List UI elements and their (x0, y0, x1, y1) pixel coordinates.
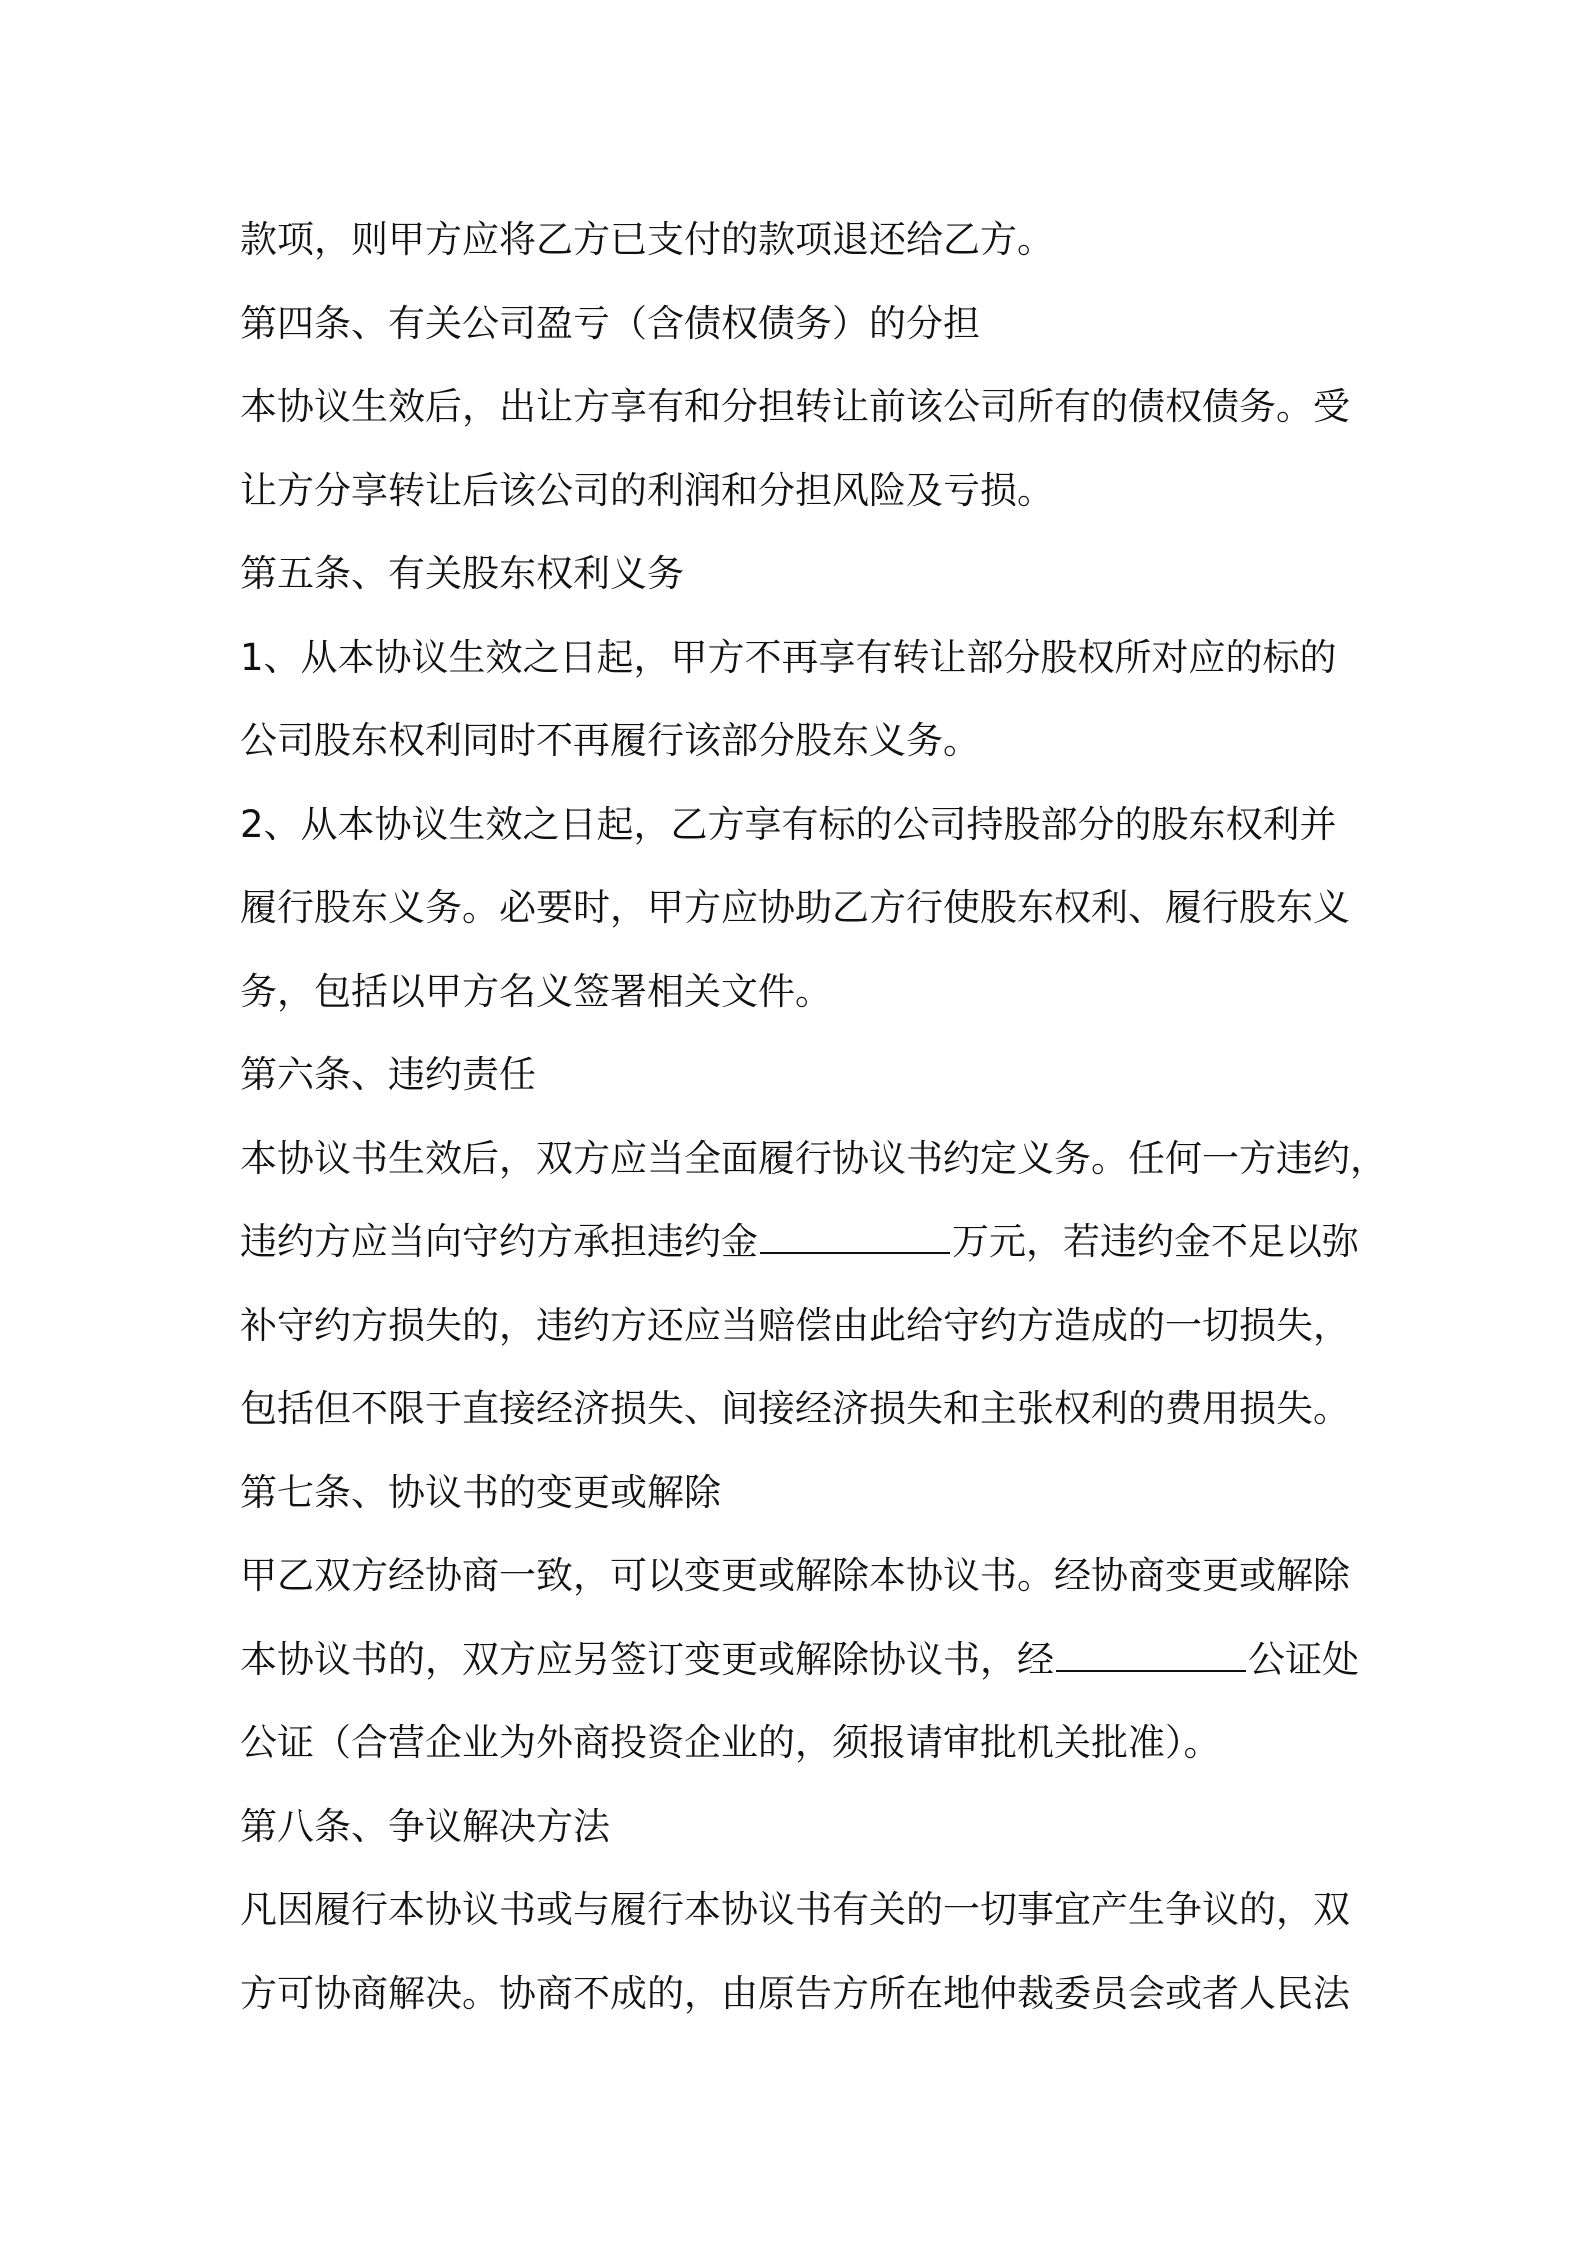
article-heading-4: 第四条、有关公司盈亏（含债权债务）的分担 (240, 301, 980, 345)
paragraph-line: 履行股东义务。必要时，甲方应协助乙方行使股东权利、履行股东义 (240, 886, 1350, 929)
paragraph-line: 2、从本协议生效之日起，乙方享有标的公司持股部分的股东权利并 (240, 802, 1337, 846)
paragraph-line: 包括但不限于直接经济损失、间接经济损失和主张权利的费用损失。 (240, 1387, 1350, 1430)
paragraph-line-with-blank (240, 1200, 1360, 1284)
paragraph-line: 补守约方损失的，违约方还应当赔偿由此给守约方造成的一切损失， (240, 1303, 1350, 1347)
paragraph-line: 凡因履行本协议书或与履行本协议书有关的一切事宜产生争议的，双 (240, 1888, 1350, 1931)
paragraph-line: 公司股东权利同时不再履行该部分股东义务。 (240, 719, 980, 762)
line-text-before-blank: 本协议书的，双方应另签订变更或解除协议书，经 (240, 1637, 1054, 1681)
article-heading-7: 第七条、协议书的变更或解除 (240, 1470, 721, 1514)
paragraph-line: 甲乙双方经协商一致，可以变更或解除本协议书。经协商变更或解除 (240, 1554, 1350, 1597)
paragraph-line-with-blank (240, 1618, 1360, 1702)
paragraph-line: 方可协商解决。协商不成的，由原告方所在地仲裁委员会或者人民法 (240, 1971, 1350, 2015)
line-text-before-blank: 违约方应当向守约方承担违约金 (240, 1220, 758, 1263)
article-heading-6: 第六条、违约责任 (240, 1053, 536, 1096)
line-text-after-blank: 万元，若违约金不足以弥 (952, 1220, 1359, 1263)
paragraph-line: 公证（合营企业为外商投资企业的，须报请审批机关批准）。 (240, 1721, 1221, 1764)
paragraph-line: 务，包括以甲方名义签署相关文件。 (240, 969, 832, 1013)
paragraph-line: 本协议生效后，出让方享有和分担转让前该公司所有的债权债务。受 (240, 385, 1350, 428)
paragraph-line: 本协议书生效后，双方应当全面履行协议书约定义务。任何一方违约， (240, 1136, 1387, 1180)
paragraph-line: 款项，则甲方应将乙方已支付的款项退还给乙方。 (240, 218, 1054, 261)
article-heading-8: 第八条、争议解决方法 (240, 1804, 610, 1848)
penalty-amount-blank (760, 1222, 950, 1254)
notary-office-blank (1056, 1640, 1246, 1672)
article-heading-5: 第五条、有关股东权利义务 (240, 552, 684, 595)
paragraph-line: 1、从本协议生效之日起，甲方不再享有转让部分股权所对应的标的 (240, 635, 1337, 679)
document-body (240, 198, 1387, 2035)
line-text-after-blank: 公证处 (1248, 1637, 1359, 1681)
paragraph-line: 让方分享转让后该公司的利润和分担风险及亏损。 (240, 468, 1054, 512)
